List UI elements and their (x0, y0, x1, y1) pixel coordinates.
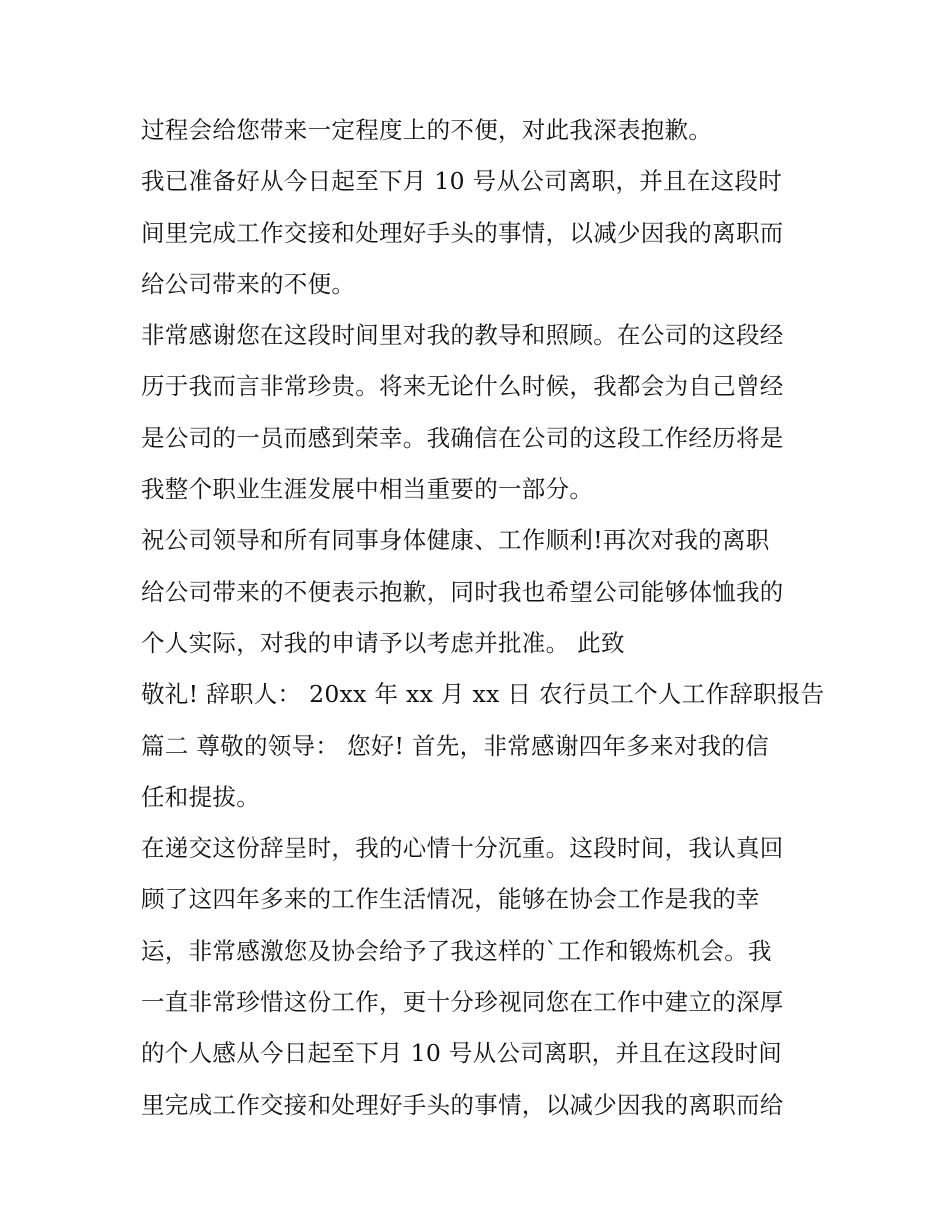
text-line: 我整个职业生涯发展中相当重要的一部分。 (141, 475, 594, 504)
text-line: 个人实际，对我的申请予以考虑并批准。 此致 (141, 628, 625, 657)
text-line: 是公司的一员而感到荣幸。我确信在公司的这段工作经历将是 (141, 423, 784, 452)
text-line: 敬礼! 辞职人： 20xx 年 xx 月 xx 日 农行员工个人工作辞职报告 (141, 680, 825, 709)
text-line: 祝公司领导和所有同事身体健康、工作顺利!再次对我的离职 (141, 526, 770, 555)
text-line: 我已准备好从今日起至下月 10 号从公司离职，并且在这段时 (141, 167, 783, 196)
text-line: 的个人感从今日起至下月 10 号从公司离职，并且在这段时间 (141, 1039, 783, 1068)
text-line: 非常感谢您在这段时间里对我的教导和照顾。在公司的这段经 (141, 321, 784, 350)
text-line: 给公司带来的不便表示抱歉，同时我也希望公司能够体恤我的 (141, 577, 784, 606)
text-line: 一直非常珍惜这份工作，更十分珍视同您在工作中建立的深厚 (141, 988, 784, 1017)
text-line: 里完成工作交接和处理好手头的事情，以减少因我的离职而给 (141, 1090, 784, 1119)
text-line: 给公司带来的不便。 (141, 269, 356, 298)
text-line: 顾了这四年多来的工作生活情况，能够在协会工作是我的幸 (141, 885, 760, 914)
text-line: 过程会给您带来一定程度上的不便，对此我深表抱歉。 (141, 116, 713, 144)
text-line: 在递交这份辞呈时，我的心情十分沉重。这段时间，我认真回 (141, 834, 784, 863)
text-line: 任和提拔。 (141, 782, 260, 811)
text-line: 运，非常感激您及协会给予了我这样的`工作和锻炼机会。我 (141, 936, 772, 965)
text-line: 间里完成工作交接和处理好手头的事情，以减少因我的离职而 (141, 218, 784, 247)
text-line: 历于我而言非常珍贵。将来无论什么时候，我都会为自己曾经 (141, 372, 784, 401)
document-body (141, 105, 825, 1131)
text-line: 篇二 尊敬的领导： 您好! 首先，非常感谢四年多来对我的信 (141, 731, 770, 760)
